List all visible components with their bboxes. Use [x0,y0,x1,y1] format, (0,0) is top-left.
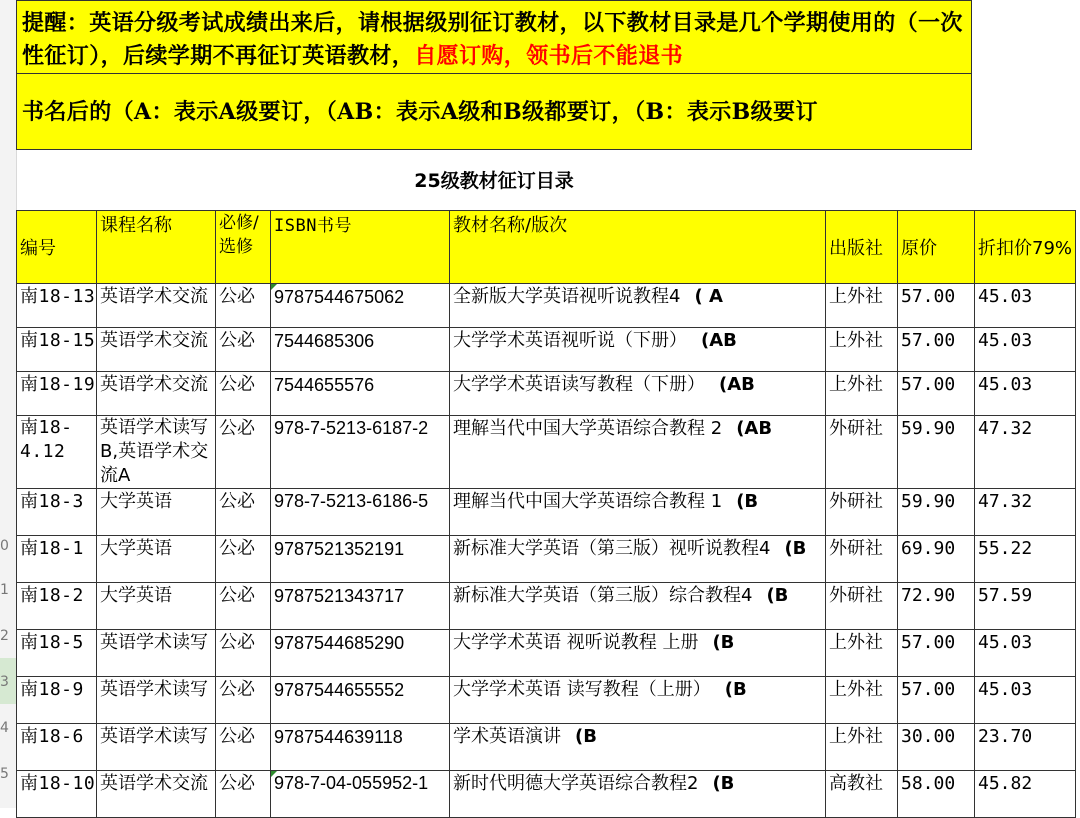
cell-course[interactable] [97,630,216,677]
cell-discount-text: 45.03 [978,286,1033,307]
cell-discount-text: 45.82 [978,773,1033,794]
cell-discount[interactable] [975,328,1076,372]
cell-type[interactable] [216,416,271,489]
cell-code[interactable] [17,677,97,724]
level-tag: (B [712,632,735,653]
row-number[interactable]: 5 [0,766,9,782]
cell-title[interactable] [450,724,826,771]
cell-discount-text: 45.03 [978,374,1033,395]
cell-type[interactable] [216,328,271,372]
cell-title[interactable] [450,416,826,489]
cell-isbn-text: 978-7-5213-6187-2 [274,418,429,438]
cell-publisher[interactable] [826,416,898,489]
cell-course[interactable] [97,416,216,489]
cell-code[interactable] [17,771,97,818]
cell-type-text: 公必 [219,538,255,559]
cell-price-text: 57.00 [901,374,956,395]
cell-isbn[interactable] [271,284,450,328]
cell-publisher-text: 外研社 [829,585,883,606]
cell-course-text: 英语学术交流 [100,286,208,307]
cell-title[interactable] [450,284,826,328]
cell-code[interactable] [17,724,97,771]
cell-publisher-text: 外研社 [829,491,883,512]
cell-course[interactable] [97,284,216,328]
cell-course[interactable] [97,724,216,771]
level-tag: (B [784,538,807,559]
cell-course[interactable] [97,536,216,583]
table-row [17,328,1076,372]
cell-code-text: 南18-1 [20,538,84,559]
cell-code[interactable] [17,630,97,677]
table-row [17,771,1076,818]
cell-code-text: 南18-9 [20,679,84,700]
cell-code-text: 南18-5 [20,632,84,653]
cell-code-text: 南18-19 [20,374,96,395]
cell-publisher[interactable] [826,677,898,724]
cell-type[interactable] [216,771,271,818]
cell-code[interactable] [17,328,97,372]
level-tag: (AB [736,418,773,439]
cell-isbn[interactable] [271,489,450,536]
cell-price[interactable] [898,284,975,328]
cell-isbn[interactable] [271,724,450,771]
level-tag: (B [766,585,789,606]
cell-publisher-text: 外研社 [829,418,883,439]
cell-discount-text: 57.59 [978,585,1033,606]
cell-course-text: 大学英语 [100,585,172,606]
cell-isbn-text: 978-7-04-055952-1 [274,773,429,793]
cell-discount[interactable] [975,583,1076,630]
cell-publisher[interactable] [826,489,898,536]
table-row [17,489,1076,536]
header-title[interactable]: 教材名称/版次 [450,211,826,284]
cell-isbn[interactable] [271,372,450,416]
cell-code[interactable] [17,416,97,489]
cell-publisher[interactable] [826,284,898,328]
table-row [17,284,1076,328]
cell-type[interactable] [216,630,271,677]
cell-discount[interactable] [975,372,1076,416]
cell-publisher[interactable] [826,630,898,677]
cell-title[interactable] [450,677,826,724]
cell-publisher-text: 上外社 [829,286,883,307]
cell-course-text: 英语学术读写B,英语学术交流A [100,417,209,486]
cell-type[interactable] [216,489,271,536]
cell-course-text: 英语学术读写 [100,632,208,653]
cell-price-text: 69.90 [901,538,956,559]
cell-type[interactable] [216,536,271,583]
cell-isbn[interactable] [271,583,450,630]
cell-isbn[interactable] [271,536,450,583]
cell-course[interactable] [97,677,216,724]
cell-publisher-text: 上外社 [829,726,883,747]
cell-discount-text: 47.32 [978,491,1033,512]
cell-title-text: 大学学术英语视听说（下册） [453,330,687,351]
cell-discount[interactable] [975,536,1076,583]
notice-text: 提醒：英语分级考试成绩出来后，请根据级别征订教材，以下教材目录是几个学期使用的（一次性征订），后续学期不再征订英语教材， [22,10,963,69]
cell-isbn-text: 7544685306 [274,331,375,351]
cell-price[interactable] [898,416,975,489]
cell-price[interactable] [898,724,975,771]
row-number[interactable]: 1 [0,582,9,598]
cell-publisher-text: 外研社 [829,538,883,559]
cell-discount-text: 47.32 [978,418,1033,439]
cell-price[interactable] [898,630,975,677]
cell-isbn-text: 9787521352191 [274,539,405,559]
cell-code-text: 南18-13 [20,286,96,307]
cell-price[interactable] [898,677,975,724]
cell-isbn-text: 9787521343717 [274,586,405,606]
cell-discount-text: 23.70 [978,726,1033,747]
row-number[interactable]: 2 [0,628,9,644]
cell-course[interactable] [97,372,216,416]
cell-isbn[interactable] [271,630,450,677]
table-row [17,630,1076,677]
cell-course-text: 英语学术交流 [100,374,208,395]
cell-publisher-text: 高教社 [829,773,883,794]
cell-price-text: 72.90 [901,585,956,606]
cell-title-text: 理解当代中国大学英语综合教程 1 [453,491,723,512]
cell-price[interactable] [898,489,975,536]
cell-course[interactable] [97,771,216,818]
cell-isbn-text: 9787544675062 [274,287,405,307]
cell-code[interactable] [17,536,97,583]
cell-type[interactable] [216,372,271,416]
level-tag: ( A [694,286,723,307]
cell-title[interactable] [450,372,826,416]
cell-title-text: 大学学术英语读写教程（下册） [453,374,705,395]
cell-isbn[interactable] [271,771,450,818]
table-row [17,372,1076,416]
legend-cell[interactable] [16,74,972,150]
cell-discount-text: 45.03 [978,330,1033,351]
cell-isbn[interactable] [271,677,450,724]
cell-discount-text: 55.22 [978,538,1033,559]
cell-price-text: 59.90 [901,491,956,512]
cell-isbn-text: 978-7-5213-6186-5 [274,491,429,511]
cell-type[interactable] [216,284,271,328]
table-header-row [17,211,1076,284]
cell-publisher-text: 上外社 [829,679,883,700]
cell-publisher-text: 上外社 [829,632,883,653]
cell-publisher[interactable] [826,771,898,818]
cell-discount[interactable] [975,489,1076,536]
cell-course-text: 英语学术读写 [100,679,208,700]
cell-course-text: 大学英语 [100,491,172,512]
cell-price-text: 30.00 [901,726,956,747]
level-tag: (B [724,679,747,700]
cell-price-text: 57.00 [901,286,956,307]
cell-isbn-text: 9787544655552 [274,680,405,700]
cell-discount[interactable] [975,771,1076,818]
row-number[interactable]: 4 [0,720,9,736]
cell-type[interactable] [216,724,271,771]
cell-code-text: 南18-15 [20,330,96,351]
cell-note-marker-icon [271,284,277,290]
cell-price-text: 57.00 [901,632,956,653]
cell-price-text: 57.00 [901,330,956,351]
cell-code[interactable] [17,372,97,416]
cell-title-text: 学术英语演讲 [453,726,561,747]
level-tag: (B [736,491,759,512]
cell-price-text: 57.00 [901,679,956,700]
header-code[interactable]: 编号 [17,211,97,284]
cell-code[interactable] [17,284,97,328]
cell-code-text: 南18-6 [20,726,84,747]
level-tag: (AB [719,374,755,395]
cell-code-text: 南18-3 [20,491,84,512]
cell-price[interactable] [898,583,975,630]
cell-title[interactable] [450,489,826,536]
cell-title-text: 理解当代中国大学英语综合教程 2 [453,418,723,439]
header-publisher[interactable]: 出版社 [826,211,898,284]
cell-discount[interactable] [975,284,1076,328]
cell-discount[interactable] [975,724,1076,771]
cell-price[interactable] [898,771,975,818]
row-number[interactable]: 3 [0,674,9,690]
cell-discount-text: 45.03 [978,679,1033,700]
cell-type-text: 公必 [219,330,255,351]
cell-type[interactable] [216,677,271,724]
cell-course-text: 英语学术交流 [100,773,208,794]
cell-title[interactable] [450,630,826,677]
cell-type-text: 公必 [219,726,255,747]
cell-course-text: 英语学术读写 [100,726,208,747]
cell-discount-text: 45.03 [978,632,1033,653]
cell-isbn-text: 7544655576 [274,375,375,395]
cell-price[interactable] [898,372,975,416]
cell-course-text: 英语学术交流 [100,330,208,351]
table-row [17,416,1076,489]
cell-price-text: 59.90 [901,418,956,439]
cell-isbn-text: 9787544685290 [274,633,405,653]
row-header-gutter [0,0,17,808]
cell-publisher-text: 上外社 [829,330,883,351]
cell-title-text: 新时代明德大学英语综合教程2 [453,773,699,794]
cell-note-marker-icon [271,771,277,777]
cell-discount[interactable] [975,630,1076,677]
cell-course[interactable] [97,489,216,536]
cell-discount[interactable] [975,677,1076,724]
cell-title-text: 全新版大学英语视听说教程4 [453,286,681,307]
table-row [17,583,1076,630]
cell-title-text: 大学学术英语 读写教程（上册） [453,679,711,700]
cell-course[interactable] [97,328,216,372]
textbook-table [16,210,1076,818]
cell-type-text: 公必 [219,679,255,700]
cell-title[interactable] [450,536,826,583]
level-tag: (B [712,773,735,794]
header-isbn[interactable]: ISBN书号 [271,211,450,284]
cell-title[interactable] [450,771,826,818]
notice-warning-text: 自愿订购，领书后不能退书 [414,43,684,69]
header-type[interactable]: 必修/选修 [216,211,271,284]
cell-course[interactable] [97,583,216,630]
cell-type-text: 公必 [219,418,255,439]
cell-type-text: 公必 [219,491,255,512]
cell-price-text: 58.00 [901,773,956,794]
row-number[interactable]: 0 [0,538,9,554]
cell-isbn-text: 9787544639118 [274,727,403,747]
cell-title[interactable] [450,583,826,630]
cell-type-text: 公必 [219,286,255,307]
cell-code[interactable] [17,583,97,630]
cell-title-text: 新标准大学英语（第三版）视听说教程4 [453,538,771,559]
cell-code[interactable] [17,489,97,536]
cell-title-text: 大学学术英语 视听说教程 上册 [453,632,699,653]
cell-publisher[interactable] [826,372,898,416]
cell-price[interactable] [898,328,975,372]
header-course[interactable]: 课程名称 [97,211,216,284]
table-row [17,724,1076,771]
cell-type-text: 公必 [219,374,255,395]
table-row [17,677,1076,724]
cell-publisher[interactable] [826,583,898,630]
header-discount[interactable]: 折扣价79% [975,211,1076,284]
cell-code-text: 南18-10 [20,773,96,794]
cell-isbn[interactable] [271,416,450,489]
cell-publisher[interactable] [826,536,898,583]
cell-type-text: 公必 [219,773,255,794]
level-tag: (AB [701,330,737,351]
cell-course-text: 大学英语 [100,538,172,559]
cell-type-text: 公必 [219,632,255,653]
legend-text: 书名后的（A：表示A级要订，（AB：表示A级和B级都要订，（B：表示B级要订 [22,99,818,125]
level-tag: (B [575,726,597,747]
cell-price[interactable] [898,536,975,583]
cell-title[interactable] [450,328,826,372]
cell-publisher[interactable] [826,328,898,372]
table-caption[interactable]: 25级教材征订目录 [414,170,574,192]
header-price[interactable]: 原价 [898,211,975,284]
cell-discount[interactable] [975,416,1076,489]
cell-isbn[interactable] [271,328,450,372]
cell-title-text: 新标准大学英语（第三版）综合教程4 [453,585,753,606]
table-row [17,536,1076,583]
cell-type[interactable] [216,583,271,630]
cell-publisher-text: 上外社 [829,374,883,395]
notice-cell[interactable] [16,0,972,74]
cell-publisher[interactable] [826,724,898,771]
cell-type-text: 公必 [219,585,255,606]
cell-code-text: 南18-2 [20,585,84,606]
cell-code-text: 南18-4.12 [20,417,73,462]
